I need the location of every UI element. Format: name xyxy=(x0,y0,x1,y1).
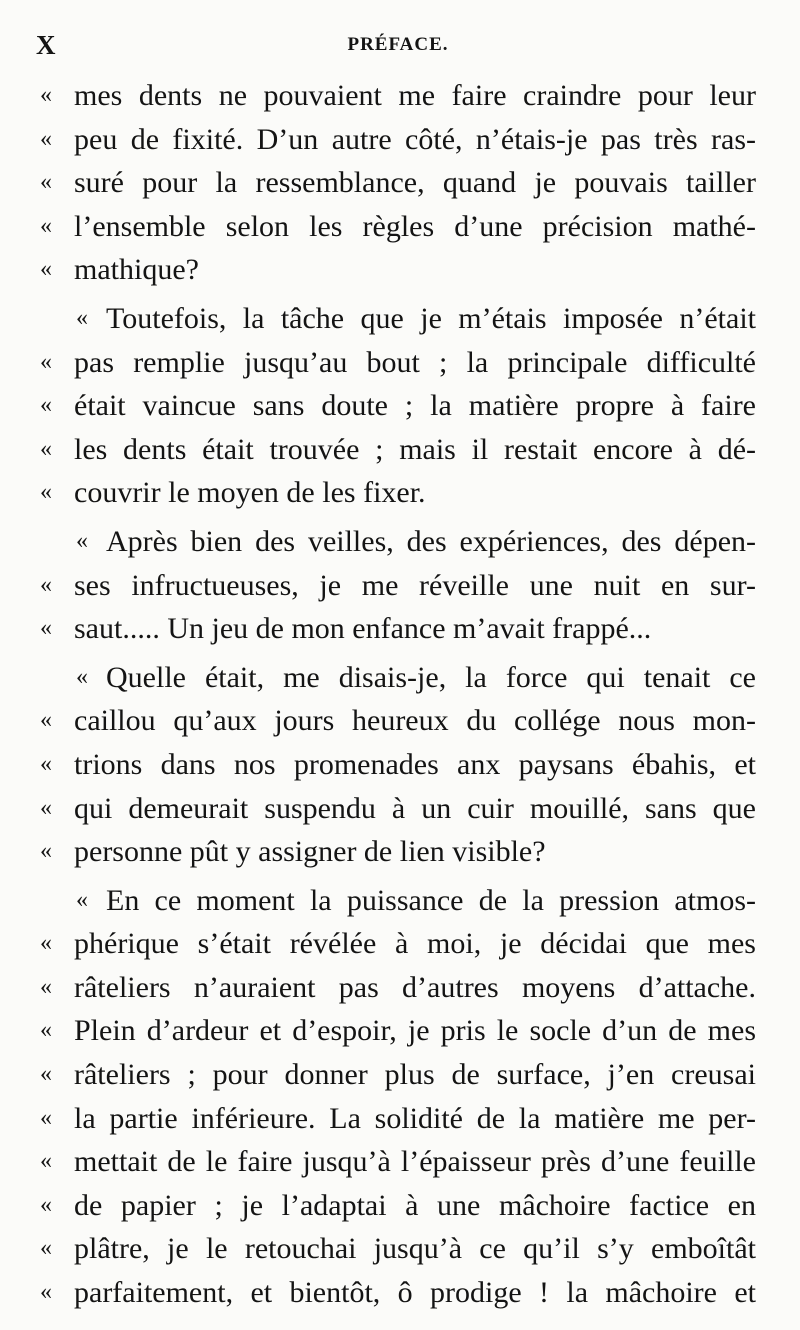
guillemet: « xyxy=(40,348,52,375)
guillemet: « xyxy=(40,707,52,734)
guillemet: « xyxy=(76,304,88,331)
text-line: « peu de fixité. D’un autre côté, n’étais-je pas très ras- xyxy=(40,118,756,162)
text-line: « suré pour la ressemblance, quand je pouvais tailler xyxy=(40,161,756,205)
guillemet: « xyxy=(40,479,52,506)
guillemet: « xyxy=(76,663,88,690)
text-line: « pas remplie jusqu’au bout ; la principale difficulté xyxy=(40,341,756,385)
text-line: « trions dans nos promenades anx paysans ébahis, et xyxy=(40,743,756,787)
guillemet: « xyxy=(40,930,52,957)
text-line: « Plein d’ardeur et d’espoir, je pris le socle d’un de mes xyxy=(40,1009,756,1053)
text-line: « plâtre, je le retouchai jusqu’à ce qu’il s’y emboîtât xyxy=(40,1227,756,1271)
text-line: « râteliers ; pour donner plus de surface, j’en creusai xyxy=(40,1053,756,1097)
guillemet: « xyxy=(40,1061,52,1088)
page-header xyxy=(36,30,760,66)
paragraph-first-line: « En ce moment la puissance de la pression atmos- xyxy=(40,879,756,923)
text-line: « qui demeurait suspendu à un cuir mouillé, sans que xyxy=(40,787,756,831)
guillemet: « xyxy=(40,212,52,239)
running-head: PRÉFACE. xyxy=(347,34,449,55)
page-number: X xyxy=(36,30,56,60)
text-line: « de papier ; je l’adaptai à une mâchoire factice en xyxy=(40,1184,756,1228)
guillemet: « xyxy=(40,750,52,777)
guillemet: « xyxy=(76,527,88,554)
text-line: « personne pût y assigner de lien visible? xyxy=(40,830,756,874)
body-text xyxy=(40,74,756,1315)
text-line: « râteliers n’auraient pas d’autres moyens d’attache. xyxy=(40,966,756,1010)
paragraph-first-line: « Quelle était, me disais-je, la force qui tenait ce xyxy=(40,656,756,700)
text-line: « mes dents ne pouvaient me faire craindre pour leur xyxy=(40,74,756,118)
guillemet: « xyxy=(40,392,52,419)
text-line: « la partie inférieure. La solidité de la matière me per- xyxy=(40,1097,756,1141)
text-line: « l’ensemble selon les règles d’une précision mathé- xyxy=(40,205,756,249)
guillemet: « xyxy=(40,838,52,865)
text-line: « mettait de le faire jusqu’à l’épaisseur près d’une feuille xyxy=(40,1140,756,1184)
guillemet: « xyxy=(40,125,52,152)
guillemet: « xyxy=(40,1235,52,1262)
guillemet: « xyxy=(40,973,52,1000)
text-line: « parfaitement, et bientôt, ô prodige ! la mâchoire et xyxy=(40,1271,756,1315)
text-line: « les dents était trouvée ; mais il restait encore à dé- xyxy=(40,428,756,472)
text-line: « était vaincue sans doute ; la matière propre à faire xyxy=(40,384,756,428)
guillemet: « xyxy=(40,571,52,598)
guillemet: « xyxy=(76,886,88,913)
text-line: « mathique? xyxy=(40,248,756,292)
text-line: « caillou qu’aux jours heureux du collége nous mon- xyxy=(40,699,756,743)
guillemet: « xyxy=(40,1191,52,1218)
text-line: « ses infructueuses, je me réveille une nuit en sur- xyxy=(40,564,756,608)
guillemet: « xyxy=(40,615,52,642)
guillemet: « xyxy=(40,82,52,108)
text-line: « couvrir le moyen de les fixer. xyxy=(40,471,756,515)
paragraph-first-line: « Toutefois, la tâche que je m’étais imposée n’était xyxy=(40,297,756,341)
guillemet: « xyxy=(40,794,52,821)
guillemet: « xyxy=(40,1104,52,1131)
guillemet: « xyxy=(40,169,52,196)
paragraph-first-line: « Après bien des veilles, des expériences, des dépen- xyxy=(40,520,756,564)
guillemet: « xyxy=(40,1279,52,1306)
guillemet: « xyxy=(40,1148,52,1175)
text-line: « phérique s’était révélée à moi, je décidai que mes xyxy=(40,922,756,966)
guillemet: « xyxy=(40,256,52,283)
guillemet: « xyxy=(40,435,52,462)
guillemet: « xyxy=(40,1017,52,1044)
text-line: « saut..... Un jeu de mon enfance m’avait frappé... xyxy=(40,607,756,651)
